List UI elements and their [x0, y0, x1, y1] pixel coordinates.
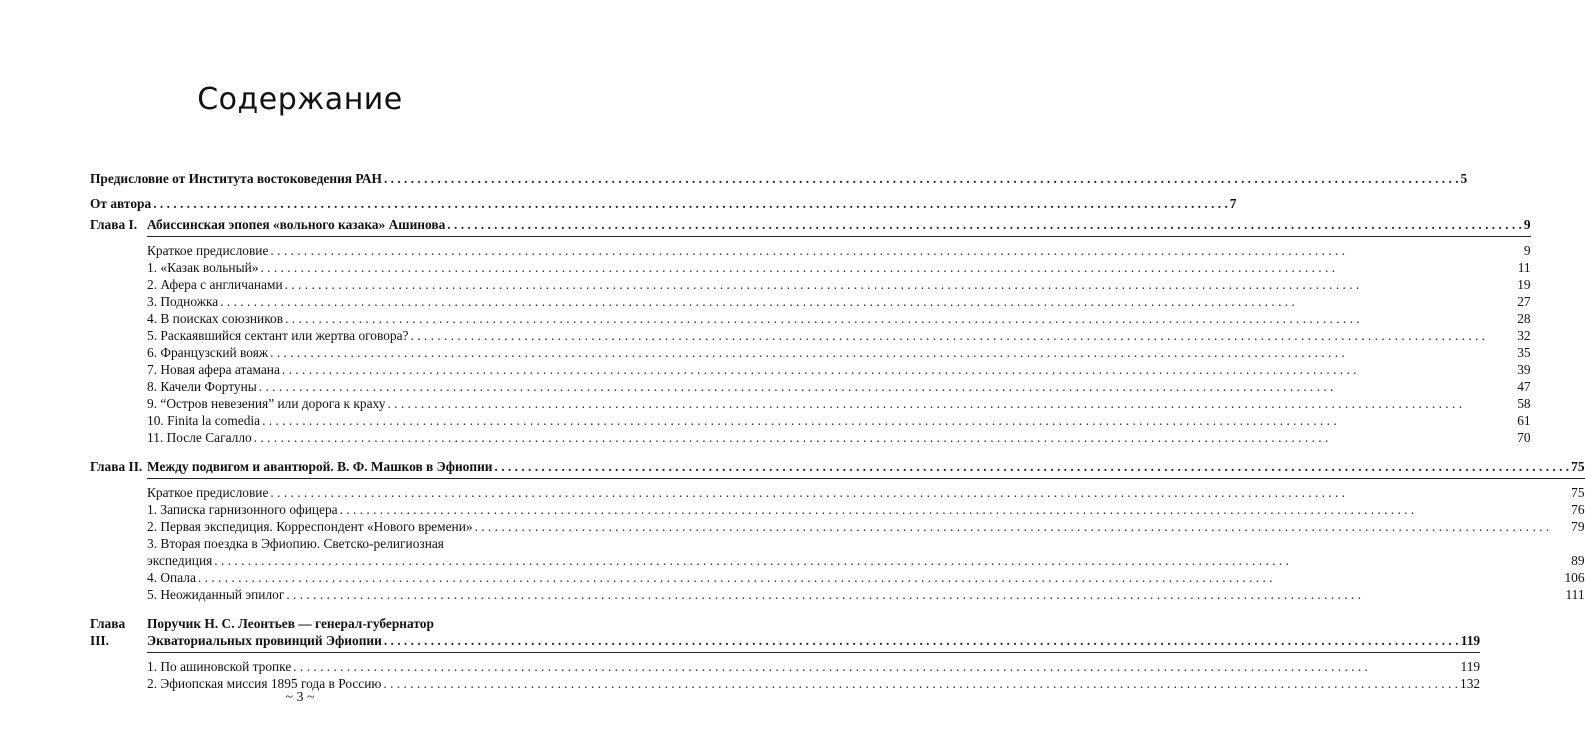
list-item: Краткое предисловие . . . 75	[147, 484, 1585, 501]
toc-entry-title: Предисловие от Института востоковедения РАН	[90, 171, 382, 186]
chapter-page: 119	[1460, 633, 1481, 648]
chapter-heading	[147, 216, 1531, 233]
list-item: 6. Французский вояж . . . 35	[147, 344, 1531, 361]
list-item: 11. После Сагалло . . . 70	[147, 429, 1531, 446]
toc-entry-title: От автора	[90, 196, 152, 211]
chapter-sections	[147, 236, 1531, 446]
chapter-2	[90, 458, 1585, 603]
chapter-page: 75	[1571, 459, 1585, 474]
list-item: экспедиция . . . 89	[147, 552, 1585, 569]
list-item: 10. Finita la comedia . . . 61	[147, 412, 1531, 429]
list-item: 2. Первая экспедиция. Корреспондент «Нового времени» . . . 79	[147, 518, 1585, 535]
list-item: 2. Афера с англичанами . . . 19	[147, 276, 1531, 293]
list-item: 7. Новая афера атамана . . . 39	[147, 361, 1531, 378]
leader-dots	[384, 170, 1459, 187]
chapter-title-line1: Поручик Н. С. Леонтьев — генерал-губернатор	[147, 616, 434, 631]
list-item: 1. Записка гарнизонного офицера . . . 76	[147, 501, 1585, 518]
list-item: Краткое предисловие . . . 9	[147, 242, 1531, 259]
chapter-label: Глава II.	[90, 459, 143, 474]
list-item: 3. Подножка . . . 27	[147, 293, 1531, 310]
list-item: 4. В поисках союзников . . . 28	[147, 310, 1531, 327]
list-item: 5. Раскаявшийся сектант или жертва оговора? . . . 32	[147, 327, 1531, 344]
chapter-heading	[147, 632, 1480, 649]
chapter-sections	[147, 478, 1585, 603]
chapter-title: Абиссинская эпопея «вольного казака» Ашинова	[147, 217, 446, 232]
chapter-title: Между подвигом и авантюрой. В. Ф. Машков в Эфиопии	[147, 459, 493, 474]
toc-entry-author	[90, 195, 1237, 212]
toc-entry-page: 5	[1460, 171, 1468, 186]
chapter-page: 9	[1523, 217, 1531, 232]
chapter-heading	[147, 458, 1585, 475]
chapter-sections	[147, 652, 1480, 692]
table-of-contents	[90, 170, 1585, 692]
toc-entry-page: 7	[1229, 196, 1237, 211]
page-number: ~ 3 ~	[285, 690, 315, 705]
chapter-3	[90, 615, 1481, 692]
chapter-label: Глава III.	[90, 616, 126, 648]
list-item-line1: 3. Вторая поездка в Эфиопию. Светско-религиозная	[147, 536, 444, 551]
leader-dots	[495, 458, 1570, 475]
list-item: 8. Качели Фортуны . . . 47	[147, 378, 1531, 395]
chapter-label: Глава I.	[90, 217, 138, 232]
chapter-title: Экваториальных провинций Эфиопии	[147, 633, 382, 648]
leader-dots	[447, 216, 1522, 233]
list-item: 5. Неожиданный эпилог . . . 111	[147, 586, 1585, 603]
list-item: 1. По ашиновской тропке . . . 119	[147, 658, 1480, 675]
page-title: Содержание	[197, 82, 403, 117]
list-item: 1. «Казак вольный» . . . 11	[147, 259, 1531, 276]
leader-dots	[153, 195, 1228, 212]
chapter-1	[90, 216, 1531, 446]
list-item: 2. Эфиопская миссия 1895 года в Россию . . . 132	[147, 675, 1480, 692]
list-item: 9. “Остров невезения” или дорога к краху . . . 58	[147, 395, 1531, 412]
toc-entry-preface	[90, 170, 1468, 187]
list-item: 4. Опала . . . 106	[147, 569, 1585, 586]
leader-dots	[384, 632, 1459, 649]
